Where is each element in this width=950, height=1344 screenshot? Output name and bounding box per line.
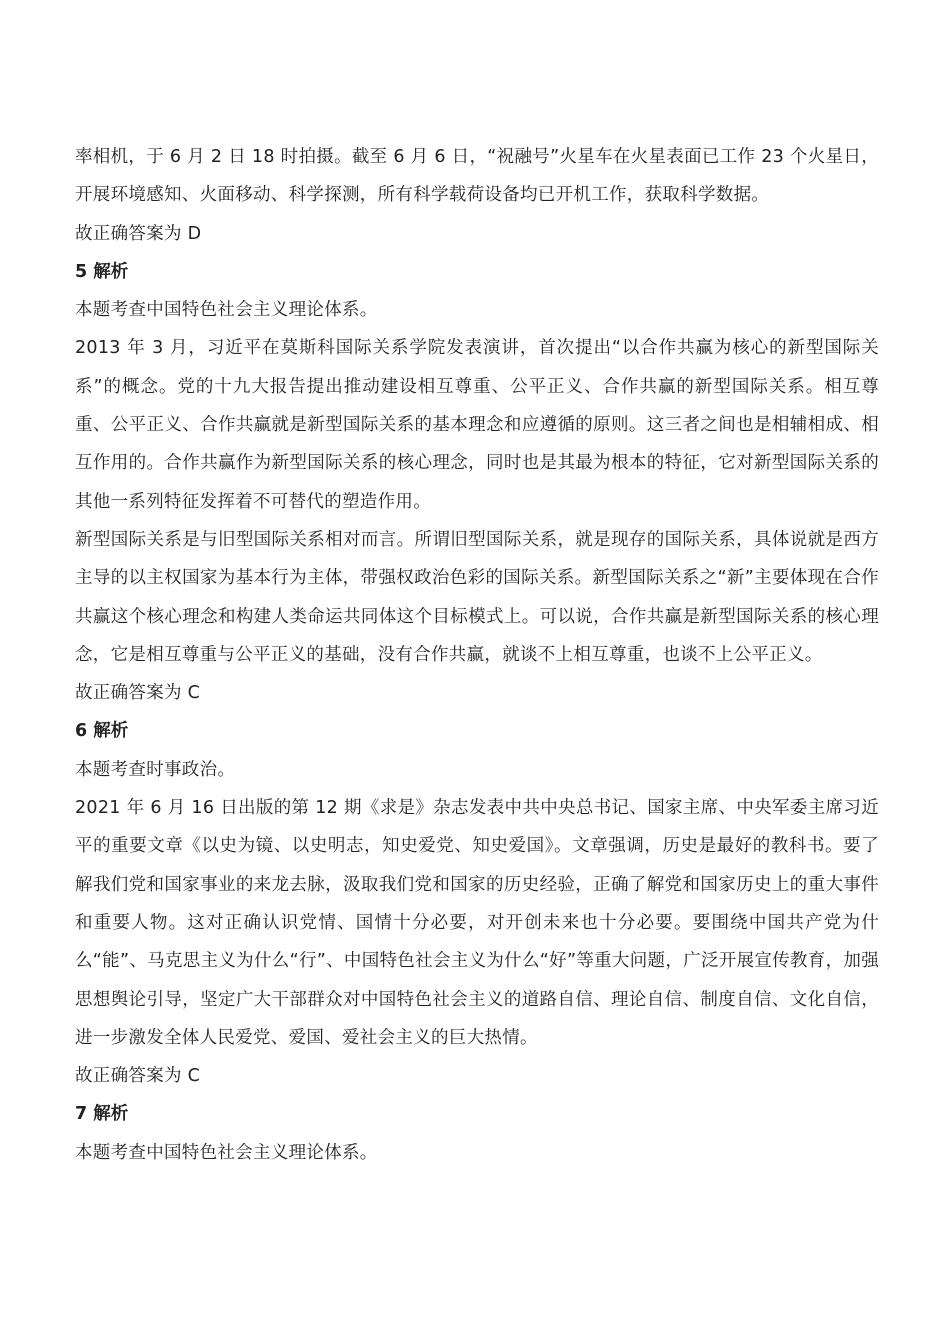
section-heading: 5 解析 [75,261,129,282]
answer-line: 故正确答案为 C [75,683,201,704]
paragraph-mars-rover: 率相机，于 6 月 2 日 18 时拍摄。截至 6 月 6 日，“祝融号”火星车在火星表面已工作 23 个火星日，开展环境感知、火面移动、科学探测，所有科学载荷设备均已开机工作，获取科学数据。 [75,147,879,206]
topic-line: 本题考查中国特色社会主义理论体系。 [75,1142,378,1163]
section-heading: 6 解析 [75,721,129,742]
paragraph-new-type-relations: 新型国际关系是与旧型国际关系相对而言。所谓旧型国际关系，就是现存的国际关系，具体说就是西方主导的以主权国家为基本行为主体，带强权政治色彩的国际关系。新型国际关系之“新”主要体现在合作共赢这个核心理念和构建人类命运共同体这个目标模式上。可以说，合作共赢是新型国际关系的核心理念，它是相互尊重与公平正义的基础，没有合作共赢，就谈不上相互尊重，也谈不上公平正义。 [75,529,879,665]
answer-line: 故正确答案为 C [75,1066,201,1087]
document-body [75,138,879,1172]
paragraph-international-relations: 2013 年 3 月，习近平在莫斯科国际关系学院发表演讲，首次提出“以合作共赢为核心的新型国际关系”的概念。党的十九大报告提出推动建设相互尊重、公平正义、合作共赢的新型国际关系。相互尊重、公平正义、合作共赢就是新型国际关系的基本理念和应遵循的原则。这三者之间也是相辅相成、相互作用的。合作共赢作为新型国际关系的核心理念，同时也是其最为根本的特征，它对新型国际关系的其他一系列特征发挥着不可替代的塑造作用。 [75,338,879,512]
topic-line: 本题考查中国特色社会主义理论体系。 [75,300,378,321]
section-heading: 7 解析 [75,1104,129,1125]
paragraph-qiushi-article: 2021 年 6 月 16 日出版的第 12 期《求是》杂志发表中共中央总书记、国家主席、中央军委主席习近平的重要文章《以史为镜、以史明志，知史爱党、知史爱国》。文章强调，历史是最好的教科书。要了解我们党和国家事业的来龙去脉，汲取我们党和国家的历史经验，正确了解党和国家历史上的重大事件和重要人物。这对正确认识党情、国情十分必要，对开创未来也十分必要。要围绕中国共产党为什么“能”、马克思主义为什么“行”、中国特色社会主义为什么“好”等重大问题，广泛开展宣传教育，加强思想舆论引导，坚定广大干部群众对中国特色社会主义的道路自信、理论自信、制度自信、文化自信，进一步激发全体人民爱党、爱国、爱社会主义的巨大热情。 [75,798,879,1048]
answer-line: 故正确答案为 D [75,223,202,244]
topic-line: 本题考查时事政治。 [75,759,236,780]
